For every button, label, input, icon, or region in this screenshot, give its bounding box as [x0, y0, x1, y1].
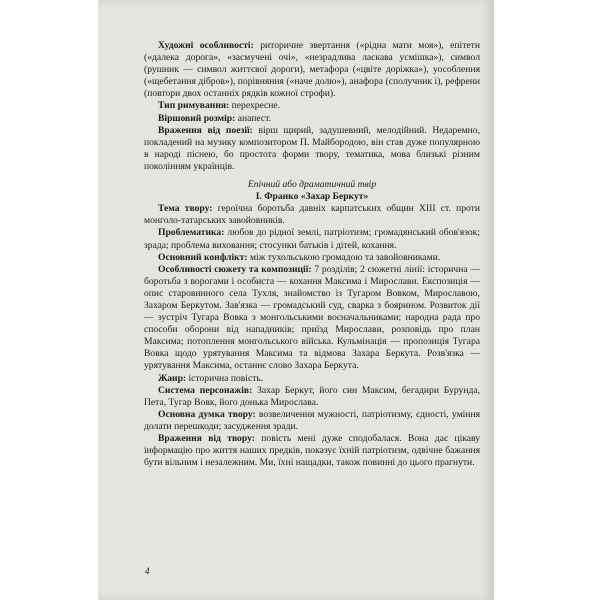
- paragraph-art-features: [144, 40, 480, 100]
- section-subtitle: Епічний або драматичний твір: [247, 179, 377, 191]
- body: перехресне.: [229, 100, 281, 112]
- label: Система персонажів:: [158, 384, 253, 396]
- label: Основний конфлікт:: [158, 251, 248, 263]
- body: анапест.: [235, 112, 271, 124]
- label: Основна думка твору:: [158, 408, 256, 420]
- paragraph-impression-work: [144, 433, 480, 469]
- paragraph-main-conflict: [144, 252, 480, 264]
- body: любов до рідної землі, патріотизм; громадянський обов'язок; зрада; проблема виховання; стосунки батьків і дітей, кохання.: [144, 227, 480, 251]
- paragraph-characters: [144, 385, 480, 409]
- body: героїчна боротьба давніх карпатських общин XIII ст. проти монголо-татарських завойовників.: [144, 203, 480, 227]
- label: Враження від поезії:: [158, 124, 253, 136]
- paragraph-theme: [144, 203, 480, 227]
- body: історична повість.: [186, 372, 264, 384]
- body: Захар Беркут, його син Максим, бегадири Бурунда, Пета, Тугар Вовк, його донька Мирослава.: [144, 384, 480, 408]
- label: Віршовий розмір:: [158, 112, 236, 124]
- paragraph-meter: [144, 113, 480, 125]
- paragraph-impression-poem: [144, 125, 480, 173]
- label: Тип римування:: [158, 100, 230, 112]
- paragraph-plot-composition: [144, 264, 480, 373]
- label: Художні особливості:: [158, 40, 254, 51]
- label: Тема твору:: [158, 203, 213, 215]
- body: 7 розділів; 2 сюжетні лінії: історична — боротьба з ворогами і особиста — кохання Максима і Мирослави. Експозиція — опис старовинного села Тухля, знайомство із Тугаром Вовком, Мирославою, Захаром Беркутом. Зав'язка — громадський суд, сварка з боярином. Розвиток дії — зустріч Тугара Вовка з монгольськими воєначальниками; народна рада про способи оборони від нападників; приїзд Мирослави, розповідь про план Максима; потоплення монгольського війська. Кульмінація — пропозиція Тугара Вовка щодо урятування Максима та відмова Захара Беркута. Розв'язка — урятування Максима, останнє слово Захара Беркута.: [144, 263, 480, 372]
- body: вірш щирий, задушевний, мелодійний. Недаремно, покладений на музику композитором П. Майбородою, він став дуже популярною в народі піснею, бо простота форми твору, тематика, мова близькі різним поколінням українців.: [144, 124, 480, 172]
- label: Особливості сюжету та композиції:: [158, 263, 312, 275]
- paragraph-genre: [144, 373, 480, 385]
- label: Проблематика:: [158, 227, 225, 239]
- section-title: І. Франко «Захар Беркут»: [255, 191, 369, 203]
- page-number: 4: [145, 566, 150, 576]
- label: Враження від твору:: [158, 433, 255, 444]
- paragraph-rhyme-type: [144, 100, 480, 112]
- body: возвеличення мужності, патріотизму, єдності, уміння долати перешкоди; засудження зради.: [144, 408, 480, 432]
- body: між тухольською громадою та завойовниками.: [247, 251, 441, 263]
- paragraph-main-idea: [144, 409, 480, 433]
- page-text: [144, 40, 480, 469]
- body: риторичне звертання («рідна мати моя»), епітети («далека дорога», «засмучені очі», «незрадлива ласкава усмішка»), символ (рушник — символ життєвої дороги), метафора («цвіте доріжка»), уособлення («щебетання дібров»), порівняння («наче долю»), анафора (сполучник і), рефрени (повтори двох останніх рядків кожної строфи).: [144, 40, 481, 100]
- paragraph-problems: [144, 227, 480, 251]
- label: Жанр:: [158, 372, 187, 384]
- body: повість мені дуже сподобалася. Вона дає цікаву інформацію про життя наших предків, показує їхній патріотизм, одвічне бажання бути вільним і незалежним. Ми, їхні нащадки, також повинні до цього прагнути.: [144, 433, 481, 469]
